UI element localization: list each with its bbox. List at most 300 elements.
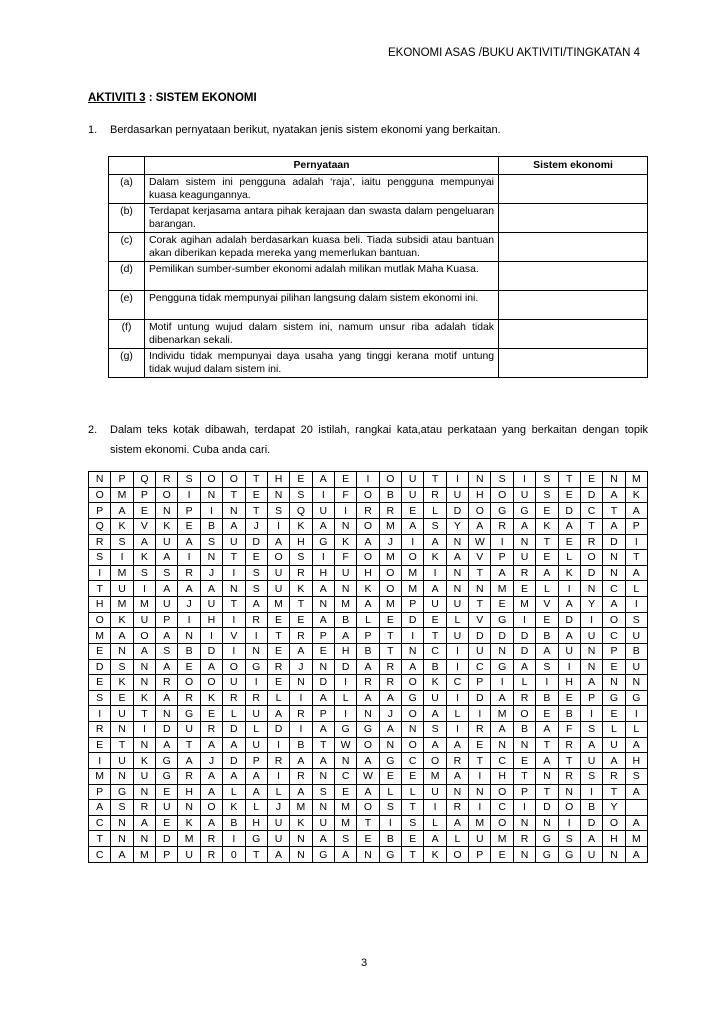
grid-cell: U [267,831,289,847]
activity-title-topic: : SISTEM EKONOMI [145,92,257,104]
grid-cell: O [424,753,446,769]
grid-cell: T [558,753,580,769]
grid-cell: R [267,753,289,769]
grid-row [89,612,648,628]
grid-cell: T [536,737,558,753]
grid-cell: H [89,597,111,613]
grid-cell: T [89,831,111,847]
grid-cell: O [379,472,401,488]
answer-cell[interactable] [499,204,648,233]
grid-cell: S [133,565,155,581]
grid-cell: U [446,597,468,613]
grid-cell: I [200,628,222,644]
grid-cell: N [111,643,133,659]
grid-cell: M [491,706,513,722]
grid-cell: A [245,768,267,784]
grid-cell: A [133,534,155,550]
grid-cell: L [536,581,558,597]
row-statement: Motif untung wujud dalam sistem ini, namum unsur riba adalah tidak dibenarkan sekali. [145,320,499,349]
grid-row [89,722,648,738]
grid-cell: M [89,768,111,784]
statement-table-header [109,157,648,175]
grid-cell: A [446,737,468,753]
grid-cell: S [89,550,111,566]
grid-cell: B [536,628,558,644]
grid-cell: H [491,768,513,784]
grid-cell: K [133,753,155,769]
answer-cell[interactable] [499,291,648,320]
grid-cell: I [89,706,111,722]
grid-cell: A [312,722,334,738]
grid-cell: A [603,597,625,613]
grid-cell: I [625,534,647,550]
grid-row [89,628,648,644]
grid-cell: R [200,831,222,847]
grid-cell: M [89,628,111,644]
grid-cell: U [402,472,424,488]
grid-cell: A [200,659,222,675]
grid-cell: P [491,550,513,566]
grid-cell: M [625,472,647,488]
grid-cell: D [603,534,625,550]
grid-cell: I [379,815,401,831]
grid-cell: I [178,487,200,503]
grid-cell: I [267,518,289,534]
grid-cell: N [290,831,312,847]
grid-cell: D [469,690,491,706]
grid-cell: R [513,565,535,581]
statement-row [109,204,648,233]
grid-cell: U [402,487,424,503]
grid-cell: R [89,534,111,550]
grid-cell: B [379,487,401,503]
grid-cell: N [334,581,356,597]
grid-cell: J [290,659,312,675]
grid-cell: N [580,643,602,659]
grid-cell: U [312,815,334,831]
grid-cell: R [178,565,200,581]
grid-cell: I [446,722,468,738]
grid-cell: J [267,800,289,816]
grid-cell: M [111,487,133,503]
grid-cell: A [223,518,245,534]
grid-cell: R [178,690,200,706]
grid-cell: G [178,706,200,722]
grid-cell: B [178,643,200,659]
grid-cell: E [312,643,334,659]
grid-cell: P [469,847,491,863]
grid-cell: D [312,675,334,691]
grid-cell: N [133,659,155,675]
grid-cell: L [603,722,625,738]
grid-cell: L [223,706,245,722]
grid-cell: V [469,550,491,566]
grid-row [89,675,648,691]
grid-cell: A [334,628,356,644]
grid-row [89,581,648,597]
grid-cell: D [267,722,289,738]
grid-cell: E [513,581,535,597]
grid-cell: E [402,768,424,784]
grid-cell: M [491,831,513,847]
row-statement: Dalam sistem ini pengguna adalah ‘raja’, iaitu pengguna mempunyai kuasa keagungannya. [145,175,499,204]
answer-cell[interactable] [499,233,648,262]
grid-cell: E [491,847,513,863]
grid-cell: P [133,487,155,503]
activity-title [88,92,257,104]
grid-cell: T [379,643,401,659]
row-label: (c) [109,233,145,262]
row-label: (e) [109,291,145,320]
grid-cell: I [446,643,468,659]
grid-cell: A [200,815,222,831]
grid-cell: A [267,706,289,722]
grid-cell: H [312,565,334,581]
grid-cell: T [223,597,245,613]
grid-cell: A [357,690,379,706]
grid-cell: I [312,550,334,566]
grid-cell: N [111,722,133,738]
grid-cell: S [111,534,133,550]
grid-cell: A [580,831,602,847]
grid-cell: A [200,784,222,800]
grid-cell: I [424,800,446,816]
grid-cell: A [424,737,446,753]
grid-cell: N [290,675,312,691]
grid-cell: A [156,737,178,753]
grid-cell: A [200,737,222,753]
grid-cell: N [580,581,602,597]
header-statement: Pernyataan [145,157,499,175]
row-statement: Terdapat kerjasama antara pihak kerajaan dan swasta dalam pengeluaran barangan. [145,204,499,233]
grid-cell: B [200,518,222,534]
grid-cell: A [156,690,178,706]
grid-cell: E [200,706,222,722]
grid-cell: H [178,784,200,800]
grid-cell: R [558,737,580,753]
grid-cell: E [89,737,111,753]
grid-cell: N [491,643,513,659]
grid-cell: L [245,722,267,738]
grid-cell: M [111,565,133,581]
grid-cell: S [625,768,647,784]
grid-cell: M [133,847,155,863]
grid-cell: I [200,503,222,519]
grid-cell: G [491,612,513,628]
grid-cell: I [133,722,155,738]
grid-cell: U [133,612,155,628]
grid-cell: T [536,534,558,550]
grid-cell: I [402,628,424,644]
grid-cell: D [580,487,602,503]
grid-cell: T [133,706,155,722]
grid-cell: M [424,768,446,784]
grid-cell: L [446,612,468,628]
grid-cell: R [290,565,312,581]
grid-row [89,784,648,800]
grid-cell: T [424,472,446,488]
grid-cell: E [491,597,513,613]
grid-cell: Y [603,800,625,816]
answer-cell[interactable] [499,349,648,378]
grid-cell: U [513,550,535,566]
grid-cell: R [580,534,602,550]
grid-cell: T [245,472,267,488]
grid-cell: U [446,628,468,644]
grid-cell: C [424,643,446,659]
grid-cell: L [245,800,267,816]
answer-cell[interactable] [499,262,648,291]
grid-cell: G [536,831,558,847]
statement-row [109,291,648,320]
grid-cell: M [334,597,356,613]
grid-cell: I [513,800,535,816]
grid-cell: D [402,612,424,628]
grid-cell: R [513,690,535,706]
grid-cell: B [334,612,356,628]
grid-cell: R [290,706,312,722]
grid-cell: G [156,768,178,784]
grid-row [89,753,648,769]
grid-cell: T [357,815,379,831]
grid-cell: O [603,612,625,628]
grid-cell: J [379,534,401,550]
grid-cell: S [89,690,111,706]
grid-cell: W [334,737,356,753]
grid-row [89,768,648,784]
grid-cell: U [178,722,200,738]
grid-cell: R [379,675,401,691]
grid-cell: A [424,534,446,550]
grid-cell: D [334,659,356,675]
grid-cell: K [223,800,245,816]
grid-cell: U [513,487,535,503]
grid-cell: I [223,831,245,847]
grid-cell: M [178,831,200,847]
grid-cell: A [580,737,602,753]
grid-row [89,534,648,550]
grid-cell: S [178,472,200,488]
grid-cell: A [156,628,178,644]
grid-cell: R [267,659,289,675]
grid-cell: P [469,675,491,691]
grid-cell: N [513,847,535,863]
grid-cell: T [424,628,446,644]
grid-cell: O [200,472,222,488]
grid-cell: A [379,722,401,738]
grid-cell: A [379,690,401,706]
grid-cell: U [156,534,178,550]
grid-cell: S [312,784,334,800]
grid-cell: A [424,706,446,722]
grid-cell: Q [290,503,312,519]
row-label: (a) [109,175,145,204]
grid-row [89,800,648,816]
grid-cell: A [603,487,625,503]
grid-cell: B [290,737,312,753]
grid-cell: N [156,503,178,519]
grid-cell: E [156,815,178,831]
grid-cell: N [580,659,602,675]
grid-cell: N [200,487,222,503]
grid-cell: A [558,597,580,613]
grid-cell: U [111,581,133,597]
grid-cell: N [491,737,513,753]
grid-cell: O [603,815,625,831]
grid-cell: T [267,628,289,644]
row-statement: Pengguna tidak mempunyai pilihan langsung dalam sistem ekonomi ini. [145,291,499,320]
grid-cell: H [334,643,356,659]
grid-cell: M [111,597,133,613]
grid-cell: E [536,503,558,519]
grid-cell: K [290,518,312,534]
grid-cell: T [469,565,491,581]
grid-cell: A [200,581,222,597]
grid-cell: O [558,800,580,816]
grid-cell: K [558,565,580,581]
grid-cell: G [603,690,625,706]
grid-cell: N [402,643,424,659]
grid-cell: S [290,550,312,566]
grid-cell: I [446,472,468,488]
grid-cell: E [290,472,312,488]
grid-cell: E [111,690,133,706]
grid-cell: T [469,597,491,613]
grid-cell: C [89,847,111,863]
grid-row [89,550,648,566]
grid-cell: E [156,784,178,800]
grid-cell: T [603,784,625,800]
answer-cell[interactable] [499,175,648,204]
statement-row [109,320,648,349]
grid-cell: A [424,831,446,847]
question-2-text: Dalam teks kotak dibawah, terdapat 20 istilah, rangkai kata,atau perkataan yang berkaitan dengan topik sistem ekonomi. Cuba anda cari. [110,424,648,456]
grid-cell: C [603,581,625,597]
grid-cell: I [178,550,200,566]
grid-row [89,659,648,675]
grid-cell: U [312,503,334,519]
grid-cell: M [491,581,513,597]
grid-cell: I [334,675,356,691]
grid-cell: B [580,800,602,816]
grid-cell: A [290,784,312,800]
grid-cell: A [558,628,580,644]
grid-cell: E [267,643,289,659]
grid-cell: D [223,722,245,738]
statement-row [109,233,648,262]
grid-cell: O [200,800,222,816]
grid-cell: A [625,847,647,863]
grid-cell: E [379,768,401,784]
grid-cell: T [402,847,424,863]
grid-cell: O [402,550,424,566]
grid-cell: D [200,643,222,659]
grid-cell: D [536,800,558,816]
grid-cell: A [290,753,312,769]
grid-cell: V [223,628,245,644]
grid-cell: R [424,487,446,503]
grid-cell: U [469,643,491,659]
grid-cell: O [156,487,178,503]
grid-cell: A [357,597,379,613]
grid-cell: I [290,722,312,738]
grid-cell: T [402,800,424,816]
grid-cell: I [558,659,580,675]
grid-cell: I [133,581,155,597]
grid-cell: A [513,659,535,675]
grid-cell: A [178,753,200,769]
grid-cell: N [334,518,356,534]
grid-cell: K [290,581,312,597]
grid-cell: R [133,800,155,816]
answer-cell[interactable] [499,320,648,349]
grid-cell: U [424,784,446,800]
grid-cell: B [625,643,647,659]
grid-cell: E [379,612,401,628]
grid-cell: I [334,706,356,722]
grid-cell: P [89,784,111,800]
grid-cell: N [223,503,245,519]
grid-cell: P [312,628,334,644]
grid-cell: E [536,706,558,722]
grid-cell: C [446,675,468,691]
grid-cell: I [223,565,245,581]
grid-cell: U [245,706,267,722]
grid-cell: P [603,643,625,659]
statement-row [109,349,648,378]
grid-cell: S [424,518,446,534]
grid-cell: A [312,581,334,597]
grid-cell: R [379,503,401,519]
grid-cell: U [223,675,245,691]
grid-cell: J [200,753,222,769]
grid-cell: I [223,612,245,628]
grid-cell: E [558,534,580,550]
grid-cell: I [245,628,267,644]
grid-cell: L [223,784,245,800]
grid-row [89,597,648,613]
grid-cell: M [133,597,155,613]
grid-cell: F [558,722,580,738]
grid-cell: E [580,472,602,488]
grid-cell: A [133,815,155,831]
grid-cell: A [312,753,334,769]
grid-cell: E [89,675,111,691]
grid-cell: K [424,847,446,863]
grid-cell: A [424,581,446,597]
grid-row [89,565,648,581]
grid-cell: A [267,847,289,863]
grid-cell: A [357,534,379,550]
grid-cell: G [558,847,580,863]
grid-cell: Y [446,518,468,534]
grid-cell: K [111,612,133,628]
grid-cell: N [446,581,468,597]
grid-cell: S [245,565,267,581]
grid-cell: R [491,518,513,534]
grid-cell: I [491,675,513,691]
grid-cell: O [357,737,379,753]
grid-cell: R [290,768,312,784]
grid-cell: S [625,612,647,628]
grid-cell: R [513,831,535,847]
grid-cell: D [245,534,267,550]
grid-cell: M [267,597,289,613]
grid-cell: A [111,503,133,519]
header-answer: Sistem ekonomi [499,157,648,175]
grid-cell: O [580,550,602,566]
grid-cell: U [580,847,602,863]
